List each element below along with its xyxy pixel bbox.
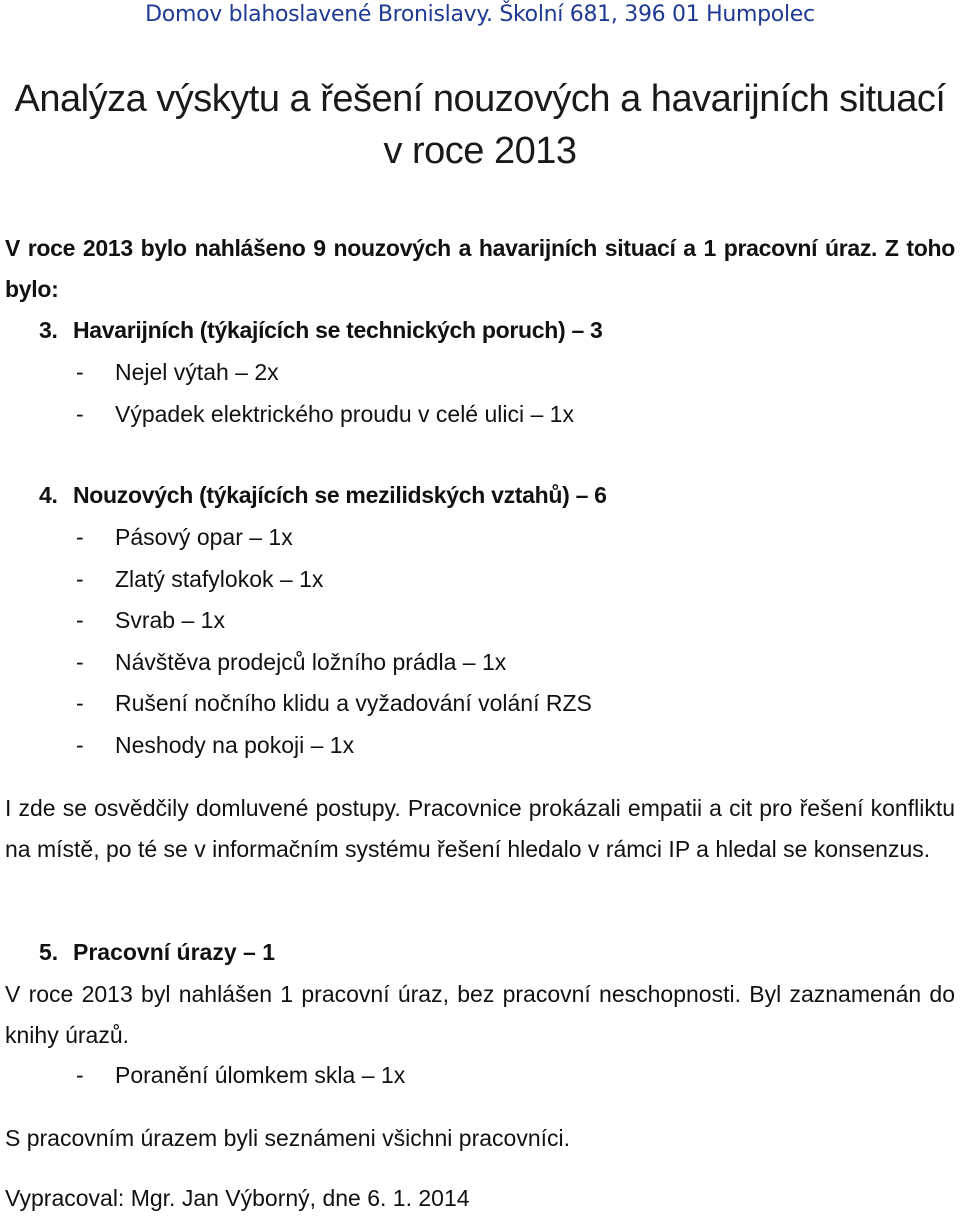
- list-item: [76, 401, 574, 428]
- conflict-resolution-paragraph: I zde se osvědčily domluvené postupy. Pracovnice prokázali empatii a cit pro řešení konfliktu na místě, po té se v informačním systému řešení hledalo v rámci IP a hledal se konsenzus.: [5, 795, 955, 862]
- section-4-title: Nouzových (týkajících se mezilidských vztahů) – 6: [73, 482, 607, 508]
- document-title-line-2: v roce 2013: [383, 130, 577, 172]
- list-dash: -: [76, 1062, 84, 1088]
- section-5-title: Pracovní úrazy – 1: [73, 939, 275, 965]
- list-item: [76, 690, 592, 717]
- list-item: [76, 566, 323, 593]
- list-dash: -: [76, 401, 84, 427]
- section-3-title: Havarijních (týkajících se technických poruch) – 3: [73, 317, 603, 343]
- list-dash: -: [76, 607, 84, 633]
- list-item-text: Výpadek elektrického proudu v celé ulici – 1x: [115, 401, 574, 427]
- list-item: [76, 607, 225, 634]
- section-4-number: 4.: [39, 482, 58, 508]
- list-item: [76, 1062, 405, 1089]
- section-5-number: 5.: [39, 939, 59, 965]
- list-item-text: Zlatý stafylokok – 1x: [115, 566, 324, 592]
- list-dash: -: [76, 690, 84, 716]
- list-item-text: Rušení nočního klidu a vyžadování volání RZS: [115, 690, 592, 716]
- list-item-text: Poranění úlomkem skla – 1x: [115, 1062, 406, 1088]
- list-item-text: Pásový opar – 1x: [115, 524, 293, 550]
- list-dash: -: [76, 524, 84, 550]
- document-title-line-1: Analýza výskytu a řešení nouzových a havarijních situací: [14, 78, 946, 120]
- list-item: [76, 649, 506, 676]
- section-5-paragraph: V roce 2013 byl nahlášen 1 pracovní úraz, bez pracovní neschopnosti. Byl zaznamenán do knihy úrazů.: [5, 981, 955, 1048]
- list-item-text: Návštěva prodejců ložního prádla – 1x: [115, 649, 507, 675]
- page-header: Domov blahoslavené Bronislavy. Školní 681, 396 01 Humpolec: [145, 2, 815, 27]
- list-item-text: Svrab – 1x: [115, 607, 225, 633]
- section-4-heading: [39, 482, 607, 509]
- list-item: [76, 359, 279, 386]
- list-item-text: Nejel výtah – 2x: [115, 359, 279, 385]
- closing-statement: S pracovním úrazem byli seznámeni všichni pracovníci.: [5, 1125, 571, 1151]
- list-item: [76, 732, 354, 759]
- intro-paragraph: V roce 2013 bylo nahlášeno 9 nouzových a havarijních situací a 1 pracovní úraz. Z toho bylo:: [5, 235, 955, 302]
- section-5-heading: [39, 939, 275, 966]
- list-item: [76, 524, 293, 551]
- signature-line: Vypracoval: Mgr. Jan Výborný, dne 6. 1. 2014: [5, 1185, 470, 1211]
- list-dash: -: [76, 732, 84, 758]
- list-item-text: Neshody na pokoji – 1x: [115, 732, 355, 758]
- list-dash: -: [76, 359, 84, 385]
- list-dash: -: [76, 566, 84, 592]
- list-dash: -: [76, 649, 84, 675]
- section-3-number: 3.: [39, 317, 58, 343]
- section-3-heading: [39, 317, 603, 344]
